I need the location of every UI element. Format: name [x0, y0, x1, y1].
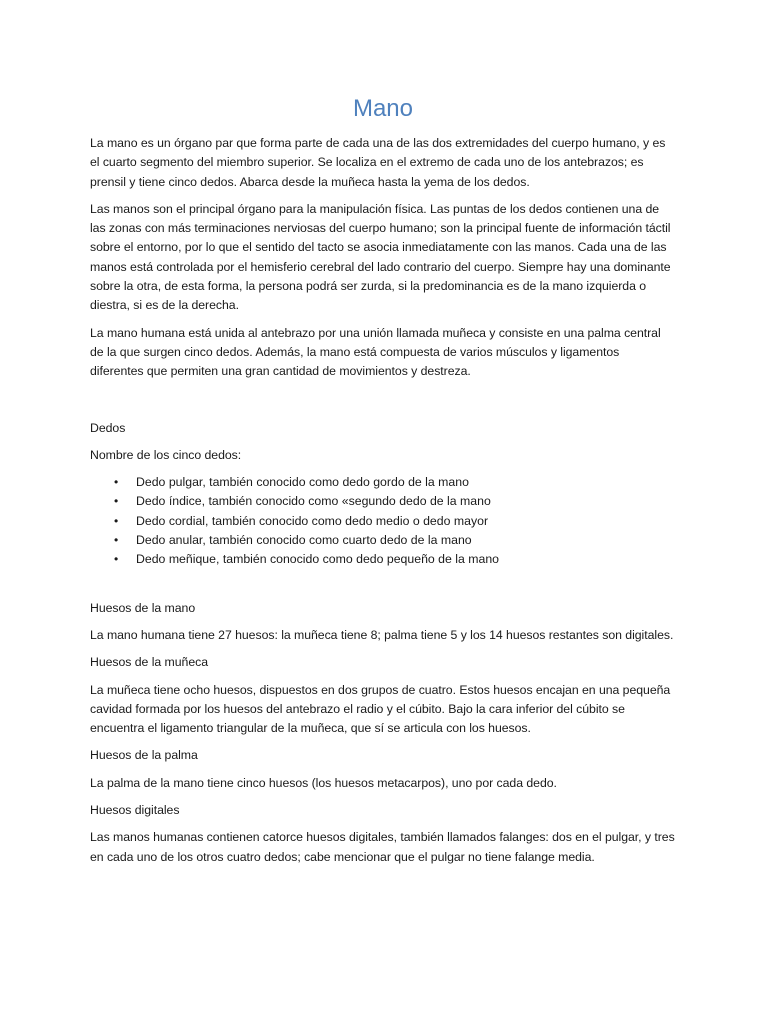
intro-paragraph-2: Las manos son el principal órgano para la manipulación física. Las puntas de los dedos contienen una de las zonas con más terminaciones nerviosas del cuerpo humano; son la principal fuente de información táctil sobre el entorno, por lo que el sentido del tacto se asocia inmediatamente con las manos. Cada una de las manos está controlada por el hemisferio cerebral del lado contrario del cuerpo. Siempre hay una dominante sobre la otra, de esta forma, la persona podrá ser zurda, si la predominancia es de la mano izquierda o diestra, si es de la derecha.: [90, 201, 671, 313]
bullet-icon: •: [114, 494, 119, 509]
list-item-text: Dedo índice, también conocido como «segundo dedo de la mano: [136, 494, 491, 509]
subheading-digitales: Huesos digitales: [90, 803, 180, 818]
page-title: Mano: [352, 95, 414, 122]
list-item: [90, 512, 676, 531]
bullet-icon: •: [114, 475, 119, 490]
bullet-icon: •: [114, 533, 119, 548]
bullet-icon: •: [114, 552, 119, 567]
bullet-icon: •: [114, 513, 119, 528]
section-spacer: [90, 390, 676, 419]
list-item: [90, 531, 676, 550]
list-item: [90, 473, 676, 492]
subheading-muneca: Huesos de la muñeca: [90, 655, 208, 670]
digitales-paragraph: Las manos humanas contienen catorce huesos digitales, también llamados falanges: dos en el pulgar, y tres en cada uno de los otros cuatro dedos; cabe mencionar que el pulgar no tiene falange media.: [90, 830, 675, 864]
list-item: [90, 492, 676, 511]
list-item-text: Dedo cordial, también conocido como dedo medio o dedo mayor: [136, 513, 489, 528]
muneca-paragraph: La muñeca tiene ocho huesos, dispuestos en dos grupos de cuatro. Estos huesos encajan en una pequeña cavidad formada por los huesos del antebrazo el radio y el cúbito. Bajo la cara inferior del cúbito se encuentra el ligamento triangular de la muñeca, que sí se articula con los huesos.: [90, 682, 671, 736]
intro-paragraph-3: La mano humana está unida al antebrazo por una unión llamada muñeca y consiste en una palma central de la que surgen cinco dedos. Además, la mano está compuesta de varios músculos y ligamentos diferentes que permiten una gran cantidad de movimientos y destreza.: [90, 325, 661, 379]
list-item-text: Dedo anular, también conocido como cuarto dedo de la mano: [136, 533, 472, 548]
section-spacer: [90, 570, 676, 599]
subheading-palma: Huesos de la palma: [90, 748, 198, 763]
document-page: [90, 94, 676, 875]
intro-paragraph-1: La mano es un órgano par que forma parte de cada una de las dos extremidades del cuerpo humano, y es el cuarto segmento del miembro superior. Se localiza en el extremo de cada uno de los antebrazos; es prensil y tiene cinco dedos. Abarca desde la muñeca hasta la yema de los dedos.: [90, 136, 666, 189]
list-item-text: Dedo pulgar, también conocido como dedo gordo de la mano: [136, 475, 469, 490]
palma-paragraph: La palma de la mano tiene cinco huesos (los huesos metacarpos), uno por cada dedo.: [90, 775, 557, 790]
list-item: [90, 550, 676, 569]
list-item-text: Dedo meñique, también conocido como dedo pequeño de la mano: [136, 552, 500, 567]
section-heading-dedos: Dedos: [90, 420, 126, 435]
huesos-intro: La mano humana tiene 27 huesos: la muñeca tiene 8; palma tiene 5 y los 14 huesos restantes son digitales.: [90, 627, 674, 642]
list-intro: Nombre de los cinco dedos:: [90, 447, 242, 462]
fingers-list: [90, 473, 676, 569]
section-heading-huesos: Huesos de la mano: [90, 600, 196, 615]
